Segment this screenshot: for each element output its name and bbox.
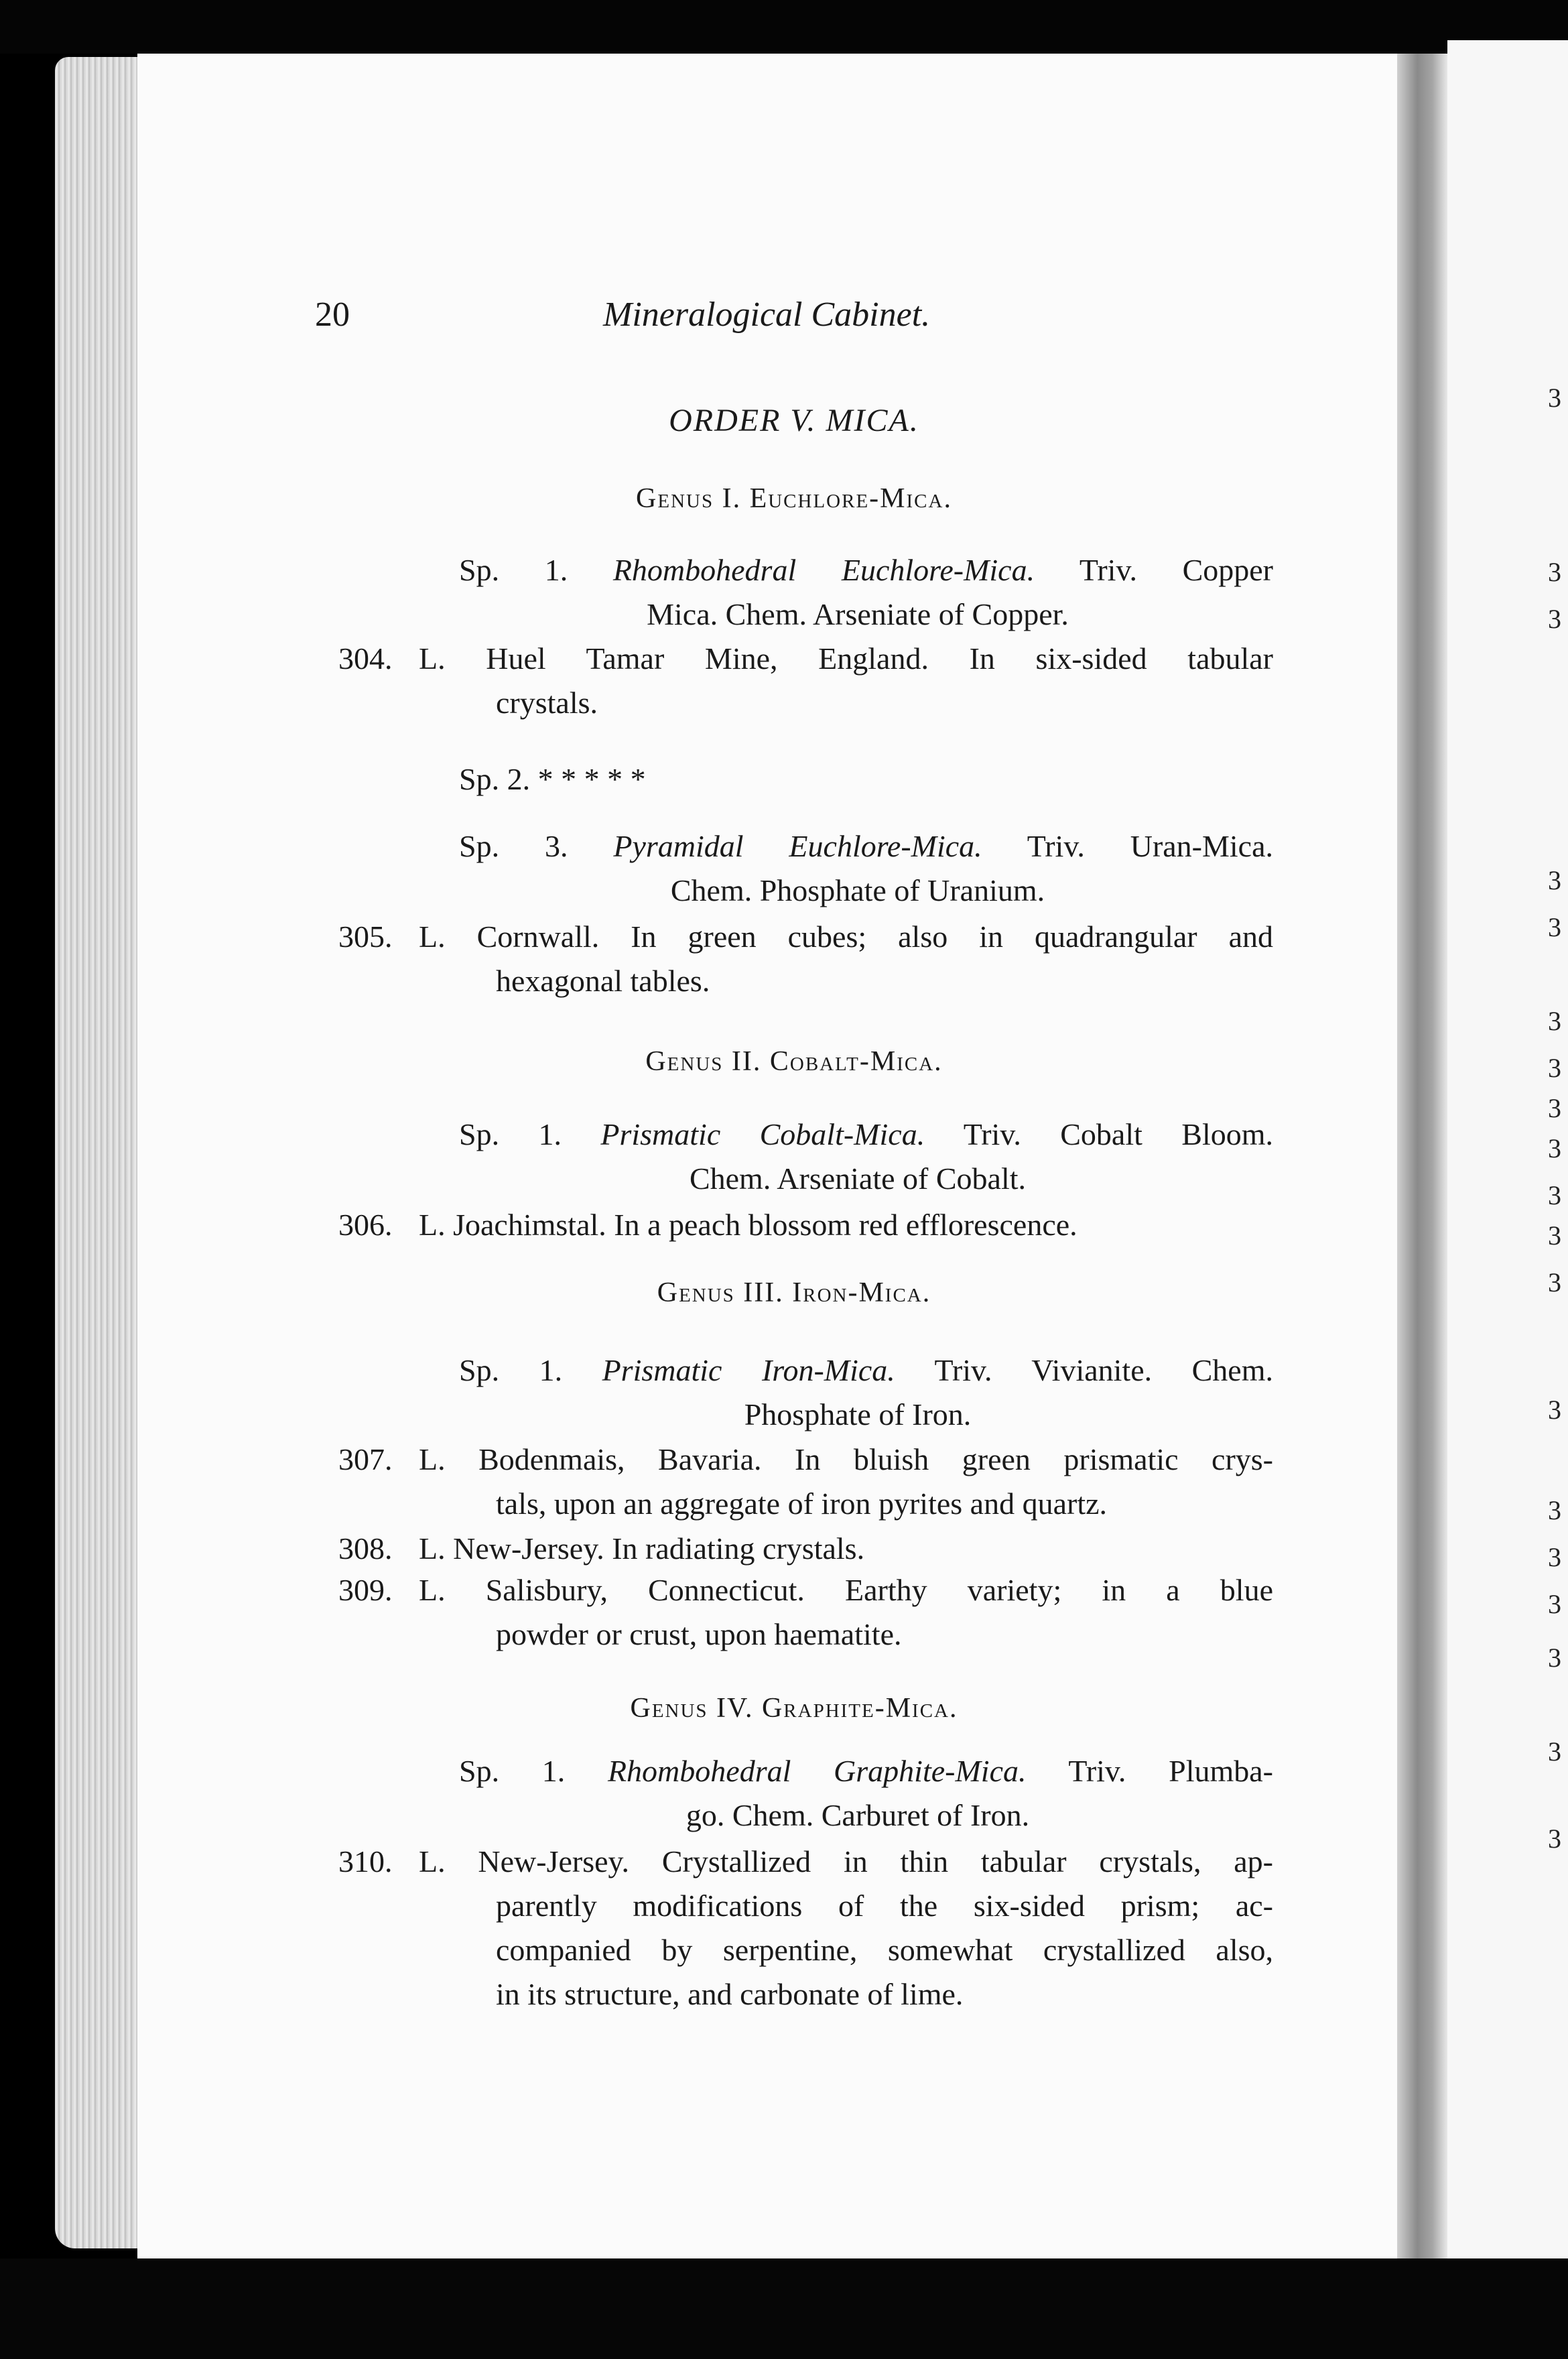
specimen-locality: L. Salisbury, Connecticut. Earthy variety; in a blue — [419, 1573, 1273, 1607]
specimen-number: 309. — [338, 1573, 393, 1607]
species-line — [315, 548, 1273, 592]
species-name: Pyramidal Euchlore-Mica. — [613, 829, 982, 863]
running-title: Mineralogical Cabinet. — [603, 296, 931, 334]
specimen-description: hexagonal tables. — [496, 964, 710, 998]
species-entry — [315, 757, 1273, 802]
species-name: Prismatic Cobalt-Mica. — [600, 1117, 925, 1151]
facing-page-numeral: 3 — [1548, 1093, 1561, 1123]
species-chem: go. Chem. Carburet of Iron. — [685, 1798, 1030, 1832]
species-line — [315, 824, 1273, 869]
order-heading: ORDER V. MICA. — [669, 403, 919, 438]
facing-page-numeral: 3 — [1548, 1267, 1561, 1297]
specimen-locality: L. Joachimstal. In a peach blossom red efflorescence. — [419, 1208, 1077, 1242]
book-page-edges — [55, 57, 149, 2248]
species-trivial: Triv. Plumba- — [1068, 1754, 1273, 1788]
species-trivial: Triv. Uran-Mica. — [1027, 829, 1274, 863]
species-trivial: Triv. Cobalt Bloom. — [963, 1117, 1273, 1151]
species-label: Sp. 1. — [459, 1754, 566, 1788]
genus-heading: Genus IV. Graphite-Mica. — [630, 1693, 958, 1724]
specimen-description: crystals. — [496, 686, 598, 720]
species-name: Prismatic Iron-Mica. — [602, 1353, 895, 1387]
specimen-locality: L. Bodenmais, Bavaria. In bluish green prismatic crys- — [419, 1442, 1273, 1476]
facing-page-numeral: 3 — [1548, 1053, 1561, 1083]
species-line — [315, 1112, 1273, 1157]
facing-page-fragment — [1447, 40, 1568, 2265]
specimen-description: companied by serpentine, somewhat crystallized also, — [496, 1933, 1273, 1967]
species-omitted: * * * * * — [537, 762, 646, 796]
species-label: Sp. 1. — [459, 1117, 562, 1151]
species-trivial: Triv. Copper — [1079, 553, 1273, 587]
species-name: Rhombohedral Euchlore-Mica. — [612, 553, 1035, 587]
facing-page-numeral: 3 — [1548, 1589, 1561, 1619]
species-chem: Chem. Phosphate of Uranium. — [670, 873, 1045, 907]
species-line — [315, 1749, 1273, 1793]
species-chem: Chem. Arseniate of Cobalt. — [689, 1161, 1027, 1196]
facing-page-numeral: 3 — [1548, 1133, 1561, 1163]
specimen-locality: L. New-Jersey. Crystallized in thin tabular crystals, ap- — [419, 1844, 1273, 1878]
facing-page-numeral: 3 — [1548, 912, 1561, 942]
genus-heading: Genus I. Euchlore-Mica. — [636, 483, 952, 514]
species-entry — [315, 548, 1273, 637]
page-number: 20 — [315, 296, 350, 334]
species-label: Sp. 1. — [459, 1353, 563, 1387]
specimen-description: tals, upon an aggregate of iron pyrites and quartz. — [496, 1486, 1108, 1521]
specimen-description: powder or crust, upon haematite. — [496, 1617, 902, 1651]
specimen-number: 306. — [338, 1208, 393, 1242]
species-chem: Mica. Chem. Arseniate of Copper. — [647, 597, 1069, 631]
facing-page-numeral: 3 — [1548, 1395, 1561, 1425]
species-name: Rhombohedral Graphite-Mica. — [607, 1754, 1027, 1788]
facing-page-numeral: 3 — [1548, 1180, 1561, 1210]
facing-page-numeral: 3 — [1548, 1006, 1561, 1036]
species-label: Sp. 1. — [459, 553, 568, 587]
genus-heading: Genus II. Cobalt-Mica. — [645, 1046, 943, 1077]
species-entry — [315, 1749, 1273, 1838]
facing-page-numeral: 3 — [1548, 383, 1561, 413]
facing-page-numeral: 3 — [1548, 1736, 1561, 1767]
species-line — [315, 1348, 1273, 1393]
specimen-number: 304. — [338, 641, 393, 676]
specimen-locality: L. New-Jersey. In radiating crystals. — [419, 1531, 865, 1566]
specimen-locality: L. Cornwall. In green cubes; also in quadrangular and — [419, 919, 1273, 954]
book-gutter — [1397, 54, 1447, 2258]
species-entry — [315, 1348, 1273, 1437]
genus-heading: Genus III. Iron-Mica. — [657, 1277, 931, 1308]
facing-page-numeral: 3 — [1548, 557, 1561, 587]
specimen-number: 307. — [338, 1442, 393, 1476]
facing-page-numeral: 3 — [1548, 604, 1561, 634]
facing-page-numeral: 3 — [1548, 865, 1561, 895]
species-chem: Phosphate of Iron. — [744, 1397, 972, 1431]
species-entry — [315, 1112, 1273, 1201]
specimen-number: 310. — [338, 1844, 393, 1878]
species-entry — [315, 824, 1273, 913]
species-line — [315, 757, 1273, 802]
facing-page-numeral: 3 — [1548, 1220, 1561, 1251]
species-label: Sp. 2. — [459, 762, 531, 796]
specimen-number: 305. — [338, 919, 393, 954]
scan-border-bottom — [0, 2258, 1568, 2359]
specimen-description: parently modifications of the six-sided prism; ac- — [496, 1889, 1273, 1923]
scan-border-top — [0, 0, 1568, 54]
facing-page-numeral: 3 — [1548, 1542, 1561, 1572]
facing-page-numeral: 3 — [1548, 1824, 1561, 1854]
specimen-locality: L. Huel Tamar Mine, England. In six-sided tabular — [419, 641, 1273, 676]
species-label: Sp. 3. — [459, 829, 568, 863]
facing-page-numeral: 3 — [1548, 1643, 1561, 1673]
species-trivial: Triv. Vivianite. Chem. — [934, 1353, 1274, 1387]
specimen-number: 308. — [338, 1531, 393, 1566]
facing-page-numeral: 3 — [1548, 1495, 1561, 1525]
specimen-description: in its structure, and carbonate of lime. — [496, 1977, 964, 2011]
